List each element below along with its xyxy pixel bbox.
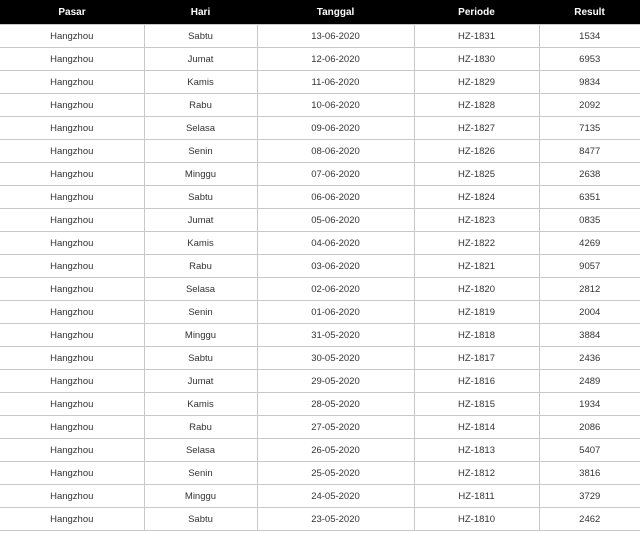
cell-tanggal: 03-06-2020: [257, 255, 414, 278]
cell-result: 4269: [539, 232, 640, 255]
cell-hari: Senin: [144, 301, 257, 324]
cell-pasar: Hangzhou: [0, 186, 144, 209]
cell-periode: HZ-1822: [414, 232, 539, 255]
cell-result: 9057: [539, 255, 640, 278]
cell-pasar: Hangzhou: [0, 232, 144, 255]
cell-hari: Selasa: [144, 117, 257, 140]
cell-tanggal: 27-05-2020: [257, 416, 414, 439]
table-row: [0, 71, 640, 94]
cell-hari: Selasa: [144, 278, 257, 301]
cell-tanggal: 10-06-2020: [257, 94, 414, 117]
table-row: [0, 370, 640, 393]
cell-pasar: Hangzhou: [0, 508, 144, 531]
table-row: [0, 462, 640, 485]
table-row: [0, 186, 640, 209]
cell-hari: Jumat: [144, 48, 257, 71]
cell-hari: Kamis: [144, 393, 257, 416]
table-row: [0, 278, 640, 301]
cell-periode: HZ-1816: [414, 370, 539, 393]
cell-hari: Minggu: [144, 485, 257, 508]
table-row: [0, 117, 640, 140]
cell-hari: Rabu: [144, 94, 257, 117]
cell-result: 2436: [539, 347, 640, 370]
cell-periode: HZ-1815: [414, 393, 539, 416]
cell-result: 3816: [539, 462, 640, 485]
table-row: [0, 324, 640, 347]
cell-periode: HZ-1830: [414, 48, 539, 71]
table-row: [0, 209, 640, 232]
cell-tanggal: 30-05-2020: [257, 347, 414, 370]
cell-hari: Minggu: [144, 163, 257, 186]
cell-periode: HZ-1826: [414, 140, 539, 163]
cell-periode: HZ-1820: [414, 278, 539, 301]
cell-pasar: Hangzhou: [0, 324, 144, 347]
cell-pasar: Hangzhou: [0, 255, 144, 278]
cell-periode: HZ-1817: [414, 347, 539, 370]
cell-tanggal: 06-06-2020: [257, 186, 414, 209]
table-row: [0, 347, 640, 370]
table-row: [0, 393, 640, 416]
cell-periode: HZ-1829: [414, 71, 539, 94]
table-row: [0, 94, 640, 117]
cell-tanggal: 25-05-2020: [257, 462, 414, 485]
cell-result: 6953: [539, 48, 640, 71]
cell-tanggal: 26-05-2020: [257, 439, 414, 462]
table-header: [0, 0, 640, 25]
header-hari: Hari: [144, 0, 257, 25]
cell-result: 0835: [539, 209, 640, 232]
cell-periode: HZ-1814: [414, 416, 539, 439]
cell-tanggal: 05-06-2020: [257, 209, 414, 232]
cell-pasar: Hangzhou: [0, 485, 144, 508]
cell-pasar: Hangzhou: [0, 71, 144, 94]
cell-result: 2092: [539, 94, 640, 117]
table-row: [0, 48, 640, 71]
cell-periode: HZ-1813: [414, 439, 539, 462]
cell-hari: Senin: [144, 140, 257, 163]
cell-tanggal: 07-06-2020: [257, 163, 414, 186]
cell-tanggal: 09-06-2020: [257, 117, 414, 140]
cell-periode: HZ-1827: [414, 117, 539, 140]
cell-periode: HZ-1828: [414, 94, 539, 117]
cell-hari: Selasa: [144, 439, 257, 462]
table-row: [0, 163, 640, 186]
table-row: [0, 301, 640, 324]
table-row: [0, 416, 640, 439]
cell-pasar: Hangzhou: [0, 117, 144, 140]
cell-periode: HZ-1811: [414, 485, 539, 508]
cell-result: 2462: [539, 508, 640, 531]
cell-result: 1934: [539, 393, 640, 416]
header-row: [0, 0, 640, 25]
cell-periode: HZ-1831: [414, 25, 539, 48]
cell-result: 2812: [539, 278, 640, 301]
header-pasar: Pasar: [0, 0, 144, 25]
table-row: [0, 25, 640, 48]
cell-result: 2086: [539, 416, 640, 439]
cell-hari: Sabtu: [144, 508, 257, 531]
cell-tanggal: 28-05-2020: [257, 393, 414, 416]
cell-tanggal: 12-06-2020: [257, 48, 414, 71]
cell-result: 2489: [539, 370, 640, 393]
table-row: [0, 485, 640, 508]
cell-pasar: Hangzhou: [0, 393, 144, 416]
cell-periode: HZ-1819: [414, 301, 539, 324]
cell-result: 3729: [539, 485, 640, 508]
cell-tanggal: 31-05-2020: [257, 324, 414, 347]
cell-result: 5407: [539, 439, 640, 462]
cell-pasar: Hangzhou: [0, 347, 144, 370]
cell-result: 6351: [539, 186, 640, 209]
cell-result: 2638: [539, 163, 640, 186]
cell-tanggal: 13-06-2020: [257, 25, 414, 48]
cell-periode: HZ-1812: [414, 462, 539, 485]
cell-hari: Senin: [144, 462, 257, 485]
cell-hari: Kamis: [144, 232, 257, 255]
cell-periode: HZ-1824: [414, 186, 539, 209]
cell-tanggal: 02-06-2020: [257, 278, 414, 301]
cell-hari: Rabu: [144, 255, 257, 278]
cell-result: 2004: [539, 301, 640, 324]
table-row: [0, 140, 640, 163]
cell-pasar: Hangzhou: [0, 462, 144, 485]
cell-hari: Sabtu: [144, 186, 257, 209]
cell-periode: HZ-1810: [414, 508, 539, 531]
cell-hari: Sabtu: [144, 347, 257, 370]
cell-result: 7135: [539, 117, 640, 140]
cell-tanggal: 08-06-2020: [257, 140, 414, 163]
cell-hari: Rabu: [144, 416, 257, 439]
cell-pasar: Hangzhou: [0, 163, 144, 186]
cell-pasar: Hangzhou: [0, 140, 144, 163]
cell-pasar: Hangzhou: [0, 48, 144, 71]
cell-periode: HZ-1818: [414, 324, 539, 347]
table-row: [0, 255, 640, 278]
cell-tanggal: 29-05-2020: [257, 370, 414, 393]
cell-periode: HZ-1823: [414, 209, 539, 232]
cell-tanggal: 23-05-2020: [257, 508, 414, 531]
cell-pasar: Hangzhou: [0, 416, 144, 439]
table-body: [0, 25, 640, 531]
cell-pasar: Hangzhou: [0, 209, 144, 232]
cell-hari: Sabtu: [144, 25, 257, 48]
cell-result: 1534: [539, 25, 640, 48]
cell-tanggal: 01-06-2020: [257, 301, 414, 324]
cell-pasar: Hangzhou: [0, 370, 144, 393]
table-row: [0, 508, 640, 531]
cell-periode: HZ-1825: [414, 163, 539, 186]
cell-pasar: Hangzhou: [0, 439, 144, 462]
cell-hari: Minggu: [144, 324, 257, 347]
header-periode: Periode: [414, 0, 539, 25]
cell-pasar: Hangzhou: [0, 301, 144, 324]
cell-tanggal: 04-06-2020: [257, 232, 414, 255]
table-row: [0, 232, 640, 255]
cell-tanggal: 24-05-2020: [257, 485, 414, 508]
cell-result: 8477: [539, 140, 640, 163]
header-result: Result: [539, 0, 640, 25]
cell-hari: Kamis: [144, 71, 257, 94]
cell-pasar: Hangzhou: [0, 278, 144, 301]
cell-result: 3884: [539, 324, 640, 347]
header-tanggal: Tanggal: [257, 0, 414, 25]
cell-pasar: Hangzhou: [0, 25, 144, 48]
cell-periode: HZ-1821: [414, 255, 539, 278]
cell-pasar: Hangzhou: [0, 94, 144, 117]
cell-result: 9834: [539, 71, 640, 94]
cell-hari: Jumat: [144, 370, 257, 393]
cell-hari: Jumat: [144, 209, 257, 232]
cell-tanggal: 11-06-2020: [257, 71, 414, 94]
table-row: [0, 439, 640, 462]
